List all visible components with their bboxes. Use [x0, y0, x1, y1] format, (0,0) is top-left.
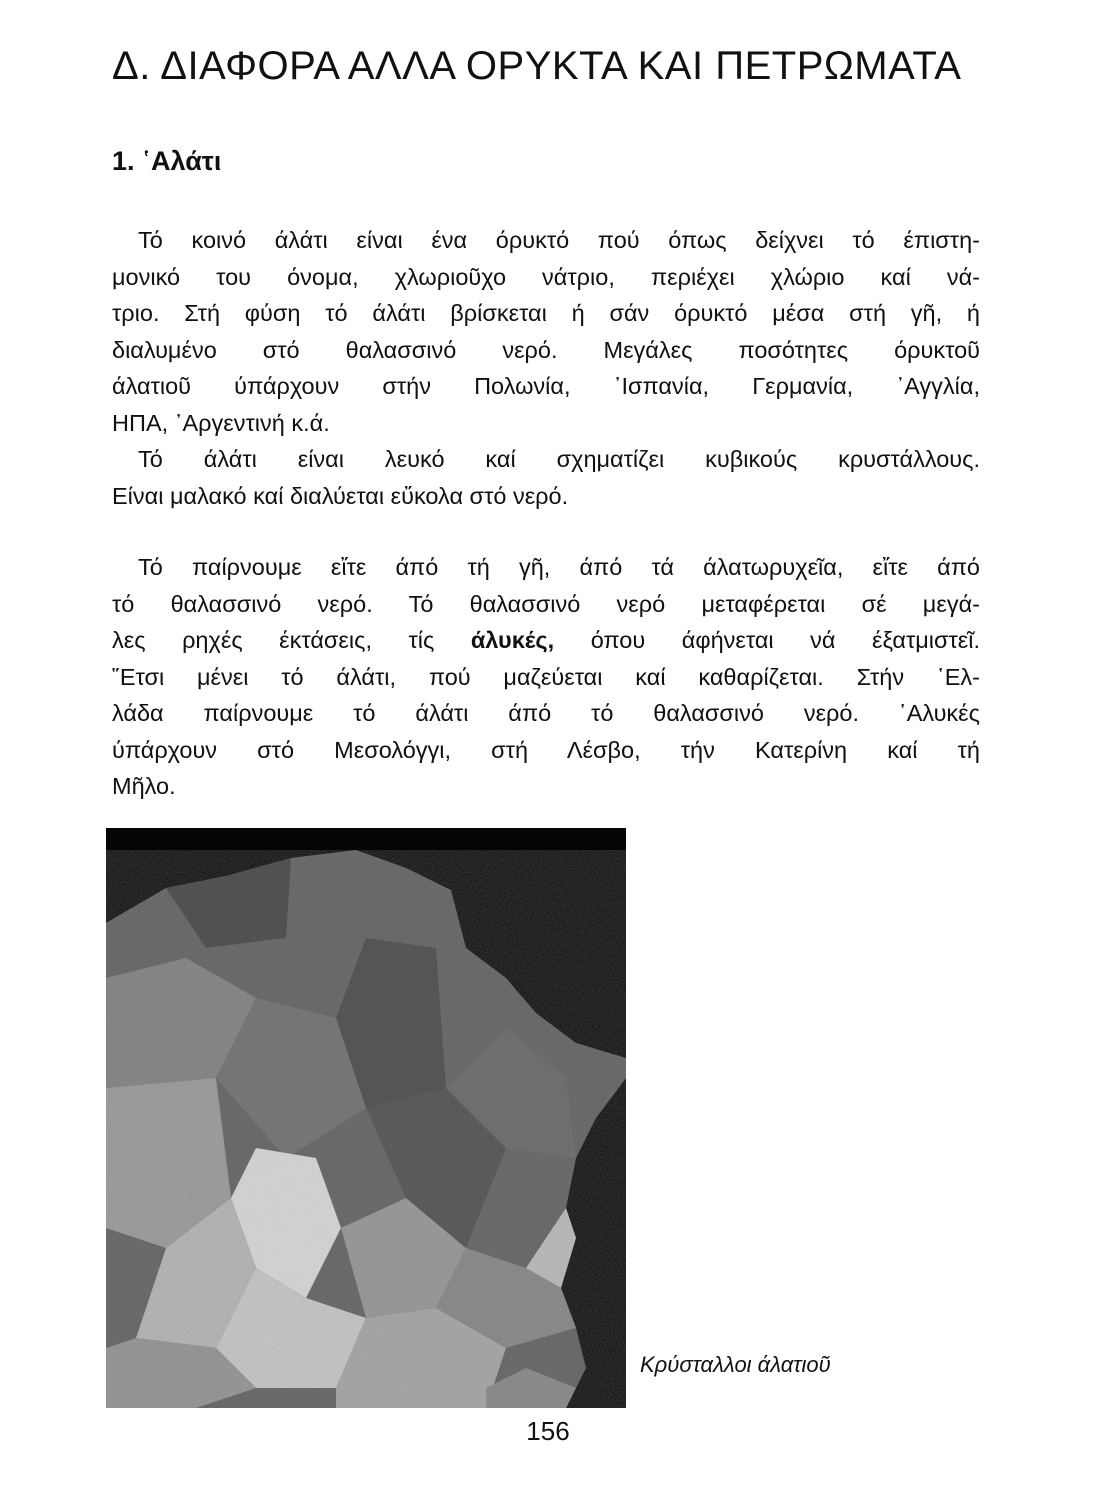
paragraph-1-line: άλατιοῦ ύπάρχουν στήν Πολωνία, ᾿Ισπανία, Γερμανία, ᾿Αγγλία,: [112, 373, 980, 399]
chapter-title: Δ. ΔΙΑΦΟΡΑ ΑΛΛΑ ΟΡΥΚΤΑ ΚΑΙ ΠΕΤΡΩΜΑΤΑ: [112, 44, 962, 88]
section-heading: 1. ῾Αλάτι: [112, 146, 222, 176]
salt-crystals-photo: [106, 828, 626, 1408]
paragraph-1-line: ΗΠΑ, ᾿Αργεντινή κ.ά.: [112, 409, 330, 436]
paragraph-3-line: Μῆλο.: [112, 773, 176, 799]
paragraph-1-line: τριο. Στή φύση τό άλάτι βρίσκεται ή σάν όρυκτό μέσα στή γῆ, ή: [112, 300, 980, 326]
bold-term: άλυκές,: [470, 627, 555, 653]
paragraph-3-line: τό θαλασσινό νερό. Τό θαλασσινό νερό μεταφέρεται σέ μεγά-: [112, 590, 980, 617]
paragraph-3-text: όπου άφήνεται νά έξατμιστεῖ.: [590, 627, 981, 653]
paragraph-group-1: [112, 222, 980, 514]
page-number: 156: [526, 1416, 570, 1446]
paragraph-2-line: Τό άλάτι είναι λευκό καί σχηματίζει κυβικούς κρυστάλλους.: [138, 446, 980, 472]
figure-caption: Κρύσταλλοι άλατιοῦ: [640, 1352, 831, 1377]
paragraph-2-line: Είναι μαλακό καί διαλύεται εὔκολα στό νερό.: [112, 482, 569, 509]
paragraph-3-line: λάδα παίρνουμε τό άλάτι άπό τό θαλασσινό νερό. ῾Αλυκές: [112, 700, 980, 726]
paragraph-group-2: [112, 549, 980, 805]
paragraph-1-line: διαλυμένο στό θαλασσινό νερό. Μεγάλες ποσότητες όρυκτοῦ: [112, 336, 980, 363]
paragraph-3-line: ύπάρχουν στό Μεσολόγγι, στή Λέσβο, τήν Κατερίνη καί τή: [112, 736, 980, 763]
paragraph-3-line-with-term: [112, 622, 980, 659]
paragraph-3-line: Τό παίρνουμε εἴτε άπό τή γῆ, άπό τά άλατωρυχεῖα, εἴτε άπό: [138, 554, 980, 580]
paragraph-1-line: μονικό του όνομα, χλωριοῦχο νάτριο, περιέχει χλώριο καί νά-: [112, 263, 980, 290]
paragraph-1-line: Τό κοινό άλάτι είναι ένα όρυκτό πού όπως δείχνει τό έπιστη-: [138, 227, 980, 253]
paragraph-3-line: ῞Ετσι μένει τό άλάτι, πού μαζεύεται καί καθαρίζεται. Στήν ῾Ελ-: [112, 663, 980, 690]
paragraph-3-text: λες ρηχές έκτάσεις, τίς: [112, 627, 435, 653]
